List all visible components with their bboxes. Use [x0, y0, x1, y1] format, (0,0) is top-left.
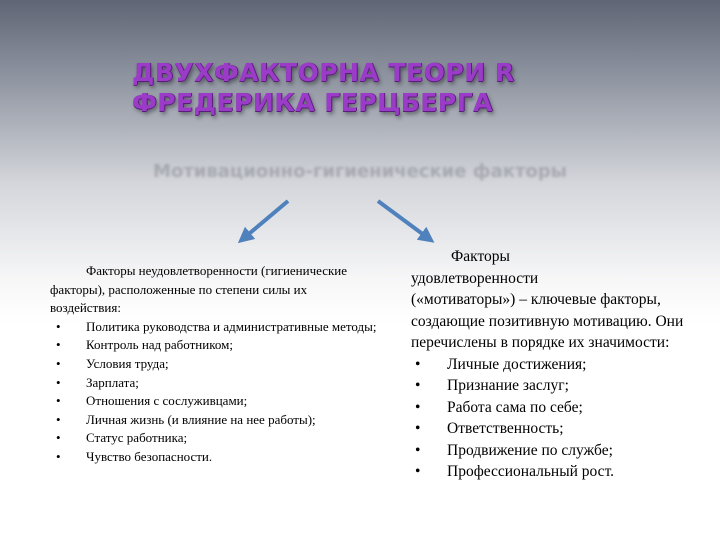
- bullet-icon: •: [56, 393, 61, 409]
- list-item: • Статус работника;: [50, 429, 380, 448]
- list-item: • Профессиональный рост.: [411, 461, 696, 483]
- bullet-icon: •: [56, 448, 61, 464]
- bullet-icon: •: [56, 337, 61, 353]
- list-item: • Личная жизнь (и влияние на нее работы);: [50, 411, 380, 430]
- bullet-icon: •: [56, 318, 61, 334]
- list-item: • Чувство безопасности.: [50, 448, 380, 467]
- dissatisfaction-factors-block: [50, 262, 380, 467]
- bullet-icon: •: [415, 355, 421, 373]
- list-item: • Работа сама по себе;: [411, 397, 696, 419]
- bullet-icon: •: [415, 398, 421, 416]
- list-item: • Продвижение по службе;: [411, 440, 696, 462]
- slide-title-line1: ДВУХФАКТОРНА ТЕОРИ R: [132, 58, 515, 87]
- bullet-icon: •: [56, 355, 61, 371]
- bullet-icon: •: [415, 420, 421, 437]
- satisfaction-intro-text: («мотиваторы») – ключевые факторы, создающие позитивную мотивацию. Они перечислены в порядке их значимости:: [411, 291, 684, 351]
- list-item: • Политика руководства и административные методы;: [50, 318, 380, 337]
- bullet-icon: •: [56, 430, 61, 446]
- dissatisfaction-heading: Факторы неудовлетворенности: [86, 263, 258, 278]
- dissatisfaction-list: [50, 318, 380, 467]
- satisfaction-heading-line1: Факторы: [451, 248, 510, 265]
- list-item: • Условия труда;: [50, 355, 380, 374]
- arrow-right-icon: [378, 201, 428, 238]
- list-item: • Личные достижения;: [411, 354, 696, 376]
- satisfaction-list: [411, 354, 696, 483]
- satisfaction-heading-line2: удовлетворенности: [411, 269, 539, 287]
- dissatisfaction-intro-text: (гигиенические факторы), расположенные по степени силы их воздействия:: [50, 263, 348, 316]
- list-item: • Зарплата;: [50, 374, 380, 393]
- list-item: • Ответственность;: [411, 418, 696, 440]
- bullet-icon: •: [56, 411, 61, 427]
- slide-title-line2: ФРЕДЕРИКА ГЕРЦБЕРГА: [132, 88, 494, 117]
- bullet-icon: •: [56, 374, 61, 390]
- list-item: • Отношения с сослуживцами;: [50, 392, 380, 411]
- list-item: • Признание заслуг;: [411, 375, 696, 397]
- dissatisfaction-intro: [50, 262, 380, 318]
- bullet-icon: •: [415, 463, 421, 480]
- list-item: • Контроль над работником;: [50, 336, 380, 355]
- slide-subtitle: Мотивационно-гигиенические факторы: [153, 161, 567, 182]
- bullet-icon: •: [415, 441, 421, 459]
- bullet-icon: •: [415, 377, 421, 394]
- arrow-left-icon: [244, 201, 288, 238]
- satisfaction-intro: [411, 246, 696, 354]
- satisfaction-factors-block: [411, 246, 696, 483]
